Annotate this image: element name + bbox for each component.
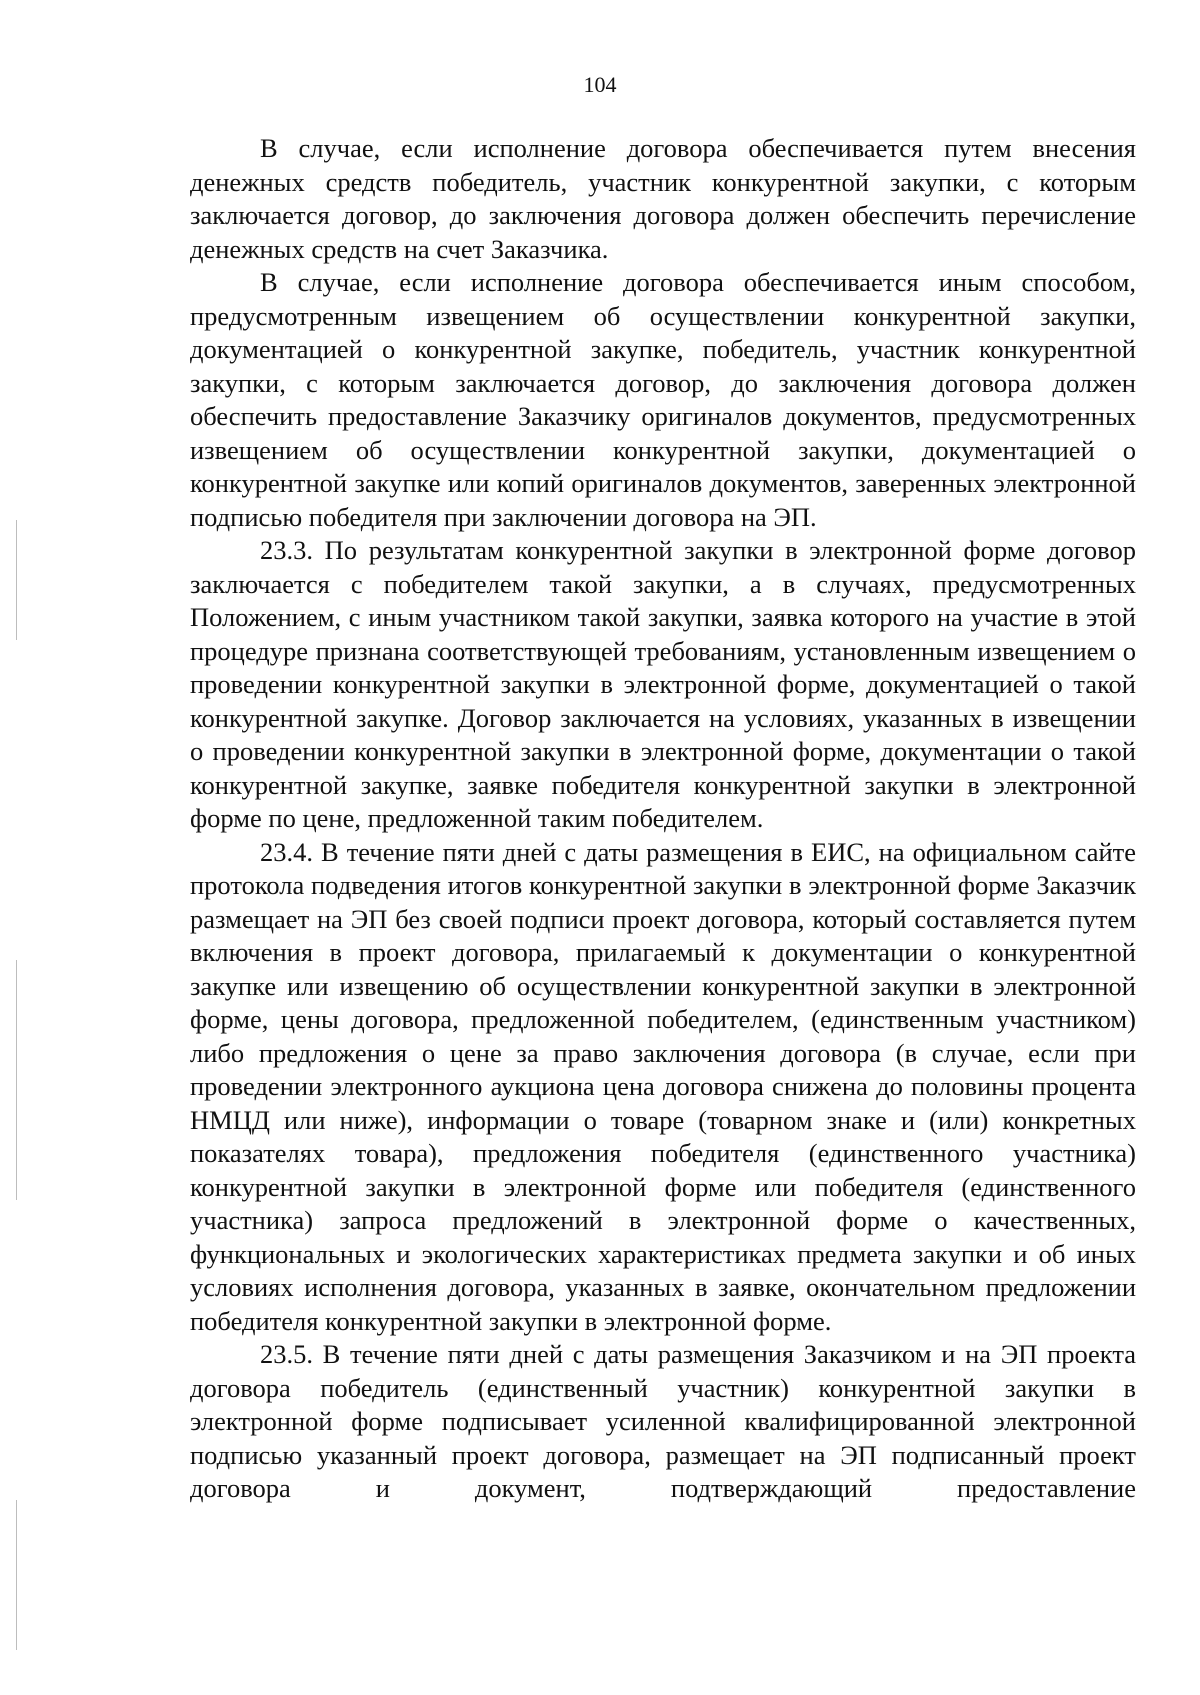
document-body	[190, 132, 1136, 1506]
paragraph-23-5: 23.5. В течение пяти дней с даты размещения Заказчиком и на ЭП проекта договора победитель (единственный участник) конкурентной закупки в электронной форме подписывает усиленной квалифицированной электронной подписью указанный проект договора, размещает на ЭП подписанный проект договора и документ, подтверждающий предоставление	[190, 1339, 1136, 1503]
page-number: 104	[583, 72, 617, 97]
paragraph-other-security: В случае, если исполнение договора обеспечивается иным способом, предусмотренным извещением об осуществлении конкурентной закупки, документацией о конкурентной закупке, победитель, участник конкурентной закупки, с которым заключается договор, до заключения договора должен обеспечить предоставление Заказчику оригиналов документов, предусмотренных извещением об осуществлении конкурентной закупки, документацией о конкурентной закупке или копий оригиналов документов, заверенных электронной подписью победителя при заключении договора на ЭП.	[190, 267, 1136, 532]
margin-scan-mark	[16, 520, 17, 640]
paragraph-deposit-security: В случае, если исполнение договора обеспечивается путем внесения денежных средств победитель, участник конкурентной закупки, с которым заключается договор, до заключения договора должен обеспечить перечисление денежных средств на счет Заказчика.	[190, 133, 1136, 264]
paragraph-23-4: 23.4. В течение пяти дней с даты размещения в ЕИС, на официальном сайте протокола подведения итогов конкурентной закупки в электронной форме Заказчик размещает на ЭП без своей подписи проект договора, который составляется путем включения в проект договора, прилагаемый к документации о конкурентной закупке или извещению об осуществлении конкурентной закупки в электронной форме, цены договора, предложенной победителем, (единственным участником) либо предложения о цене за право заключения договора (в случае, если при проведении электронного аукциона цена договора снижена до половины процента НМЦД или ниже), информации о товаре (товарном знаке и (или) конкретных показателях товара), предложения победителя (единственного участника) конкурентной закупки в электронной форме или победителя (единственного участника) запроса предложений в электронной форме о качественных, функциональных и экологических характеристиках предмета закупки и об иных условиях исполнения договора, указанных в заявке, окончательном предложении победителя конкурентной закупки в электронной форме.	[190, 836, 1136, 1336]
paragraph-23-3: 23.3. По результатам конкурентной закупки в электронной форме договор заключается с победителем такой закупки, а в случаях, предусмотренных Положением, с иным участником такой закупки, заявка которого на участие в этой процедуре признана соответствующей требованиям, установленным извещением о проведении конкурентной закупки в электронной форме, документацией о такой конкурентной закупке. Договор заключается на условиях, указанных в извещении о проведении конкурентной закупки в электронной форме, документации о такой конкурентной закупке, заявке победителя конкурентной закупки в электронной форме по цене, предложенной таким победителем.	[190, 535, 1136, 833]
margin-scan-mark	[16, 1500, 17, 1650]
margin-scan-mark	[16, 960, 17, 1200]
